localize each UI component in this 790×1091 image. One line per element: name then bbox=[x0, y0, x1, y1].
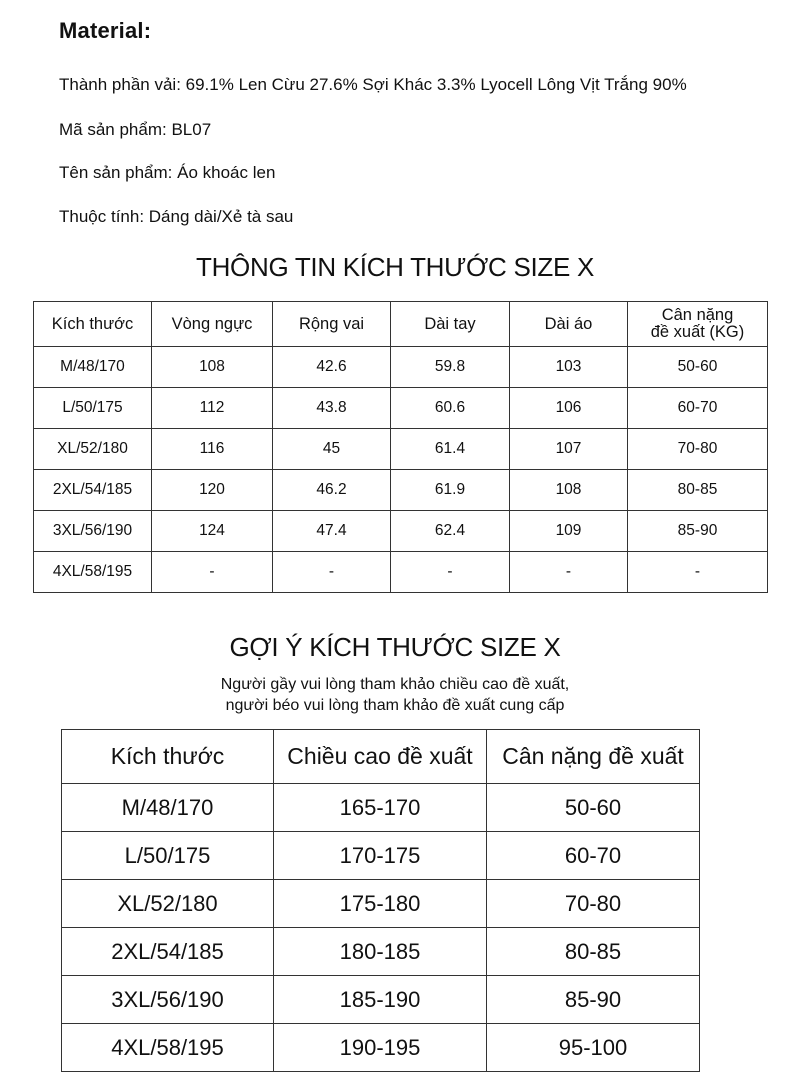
size-suggestion-title: GỢI Ý KÍCH THƯỚC SIZE X bbox=[229, 632, 561, 662]
table-cell: 60.6 bbox=[391, 388, 510, 429]
table-cell: 3XL/56/190 bbox=[34, 511, 152, 552]
table-cell: 47.4 bbox=[273, 511, 391, 552]
table-row bbox=[62, 928, 700, 976]
table-cell: 4XL/58/195 bbox=[62, 1024, 274, 1072]
size-info-table bbox=[33, 301, 768, 593]
table-cell: 85-90 bbox=[487, 976, 700, 1024]
material-heading: Material: bbox=[59, 18, 152, 43]
table-row bbox=[34, 388, 768, 429]
table-cell: 70-80 bbox=[628, 429, 768, 470]
table-cell: 45 bbox=[273, 429, 391, 470]
table-cell: - bbox=[391, 552, 510, 593]
table-cell: 42.6 bbox=[273, 347, 391, 388]
header-size: Kích thước bbox=[34, 302, 152, 347]
table-cell: 43.8 bbox=[273, 388, 391, 429]
product-attributes: Thuộc tính: Dáng dài/Xẻ tà sau bbox=[59, 207, 294, 226]
table-cell: 180-185 bbox=[274, 928, 487, 976]
table-cell: 46.2 bbox=[273, 470, 391, 511]
table-cell: 61.9 bbox=[391, 470, 510, 511]
table-cell: 108 bbox=[152, 347, 273, 388]
header-weight bbox=[628, 302, 768, 347]
table-cell: 2XL/54/185 bbox=[62, 928, 274, 976]
table-cell: 106 bbox=[510, 388, 628, 429]
table-cell: - bbox=[510, 552, 628, 593]
table-row bbox=[62, 832, 700, 880]
table-cell: 70-80 bbox=[487, 880, 700, 928]
table-cell: 2XL/54/185 bbox=[34, 470, 152, 511]
suggestion-note-2: người béo vui lòng tham khảo đề xuất cung cấp bbox=[225, 697, 565, 714]
table-row bbox=[62, 784, 700, 832]
table-cell: 116 bbox=[152, 429, 273, 470]
table-cell: 50-60 bbox=[487, 784, 700, 832]
size-info-title: THÔNG TIN KÍCH THƯỚC SIZE X bbox=[195, 252, 595, 282]
table-cell: 112 bbox=[152, 388, 273, 429]
table-row bbox=[34, 470, 768, 511]
table-cell: - bbox=[152, 552, 273, 593]
table-header-row bbox=[34, 302, 768, 347]
table-cell: 80-85 bbox=[487, 928, 700, 976]
table-cell: M/48/170 bbox=[34, 347, 152, 388]
table-row bbox=[62, 1024, 700, 1072]
table-cell: - bbox=[273, 552, 391, 593]
table-cell: XL/52/180 bbox=[34, 429, 152, 470]
header-length: Dài áo bbox=[510, 302, 628, 347]
header-size: Kích thước bbox=[62, 730, 274, 784]
table-row bbox=[34, 429, 768, 470]
table-cell: 59.8 bbox=[391, 347, 510, 388]
table-row bbox=[34, 347, 768, 388]
table-cell: L/50/175 bbox=[62, 832, 274, 880]
table-cell: 62.4 bbox=[391, 511, 510, 552]
table-header-row bbox=[62, 730, 700, 784]
table-cell: 3XL/56/190 bbox=[62, 976, 274, 1024]
table-cell: 95-100 bbox=[487, 1024, 700, 1072]
table-cell: 80-85 bbox=[628, 470, 768, 511]
table-cell: 108 bbox=[510, 470, 628, 511]
table-cell: 85-90 bbox=[628, 511, 768, 552]
table-cell: 175-180 bbox=[274, 880, 487, 928]
table-cell: - bbox=[628, 552, 768, 593]
header-weight: Cân nặng đề xuất bbox=[487, 730, 700, 784]
table-cell: 109 bbox=[510, 511, 628, 552]
table-cell: 60-70 bbox=[487, 832, 700, 880]
table-cell: 4XL/58/195 bbox=[34, 552, 152, 593]
table-cell: 103 bbox=[510, 347, 628, 388]
table-cell: 185-190 bbox=[274, 976, 487, 1024]
table-cell: 190-195 bbox=[274, 1024, 487, 1072]
table-row bbox=[34, 511, 768, 552]
table-cell: 50-60 bbox=[628, 347, 768, 388]
table-cell: XL/52/180 bbox=[62, 880, 274, 928]
table-cell: 120 bbox=[152, 470, 273, 511]
table-row bbox=[62, 880, 700, 928]
table-row bbox=[34, 552, 768, 593]
header-chest: Vòng ngực bbox=[152, 302, 273, 347]
fabric-composition: Thành phần vải: 69.1% Len Cừu 27.6% Sợi Khác 3.3% Lyocell Lông Vịt Trắng 90% bbox=[59, 75, 687, 94]
product-code: Mã sản phẩm: BL07 bbox=[59, 120, 212, 139]
header-shoulder: Rộng vai bbox=[273, 302, 391, 347]
table-cell: 60-70 bbox=[628, 388, 768, 429]
header-weight-line2: đề xuất (KG) bbox=[650, 323, 745, 341]
table-cell: M/48/170 bbox=[62, 784, 274, 832]
table-cell: 124 bbox=[152, 511, 273, 552]
header-height: Chiều cao đề xuất bbox=[274, 730, 487, 784]
table-cell: 107 bbox=[510, 429, 628, 470]
table-cell: 165-170 bbox=[274, 784, 487, 832]
table-cell: 61.4 bbox=[391, 429, 510, 470]
header-weight-line1: Cân nặng bbox=[661, 306, 734, 324]
table-cell: L/50/175 bbox=[34, 388, 152, 429]
table-row bbox=[62, 976, 700, 1024]
header-sleeve: Dài tay bbox=[391, 302, 510, 347]
table-cell: 170-175 bbox=[274, 832, 487, 880]
product-name: Tên sản phẩm: Áo khoác len bbox=[59, 163, 276, 182]
size-suggestion-table bbox=[61, 729, 700, 1072]
suggestion-note-1: Người gầy vui lòng tham khảo chiều cao đề xuất, bbox=[220, 676, 570, 693]
